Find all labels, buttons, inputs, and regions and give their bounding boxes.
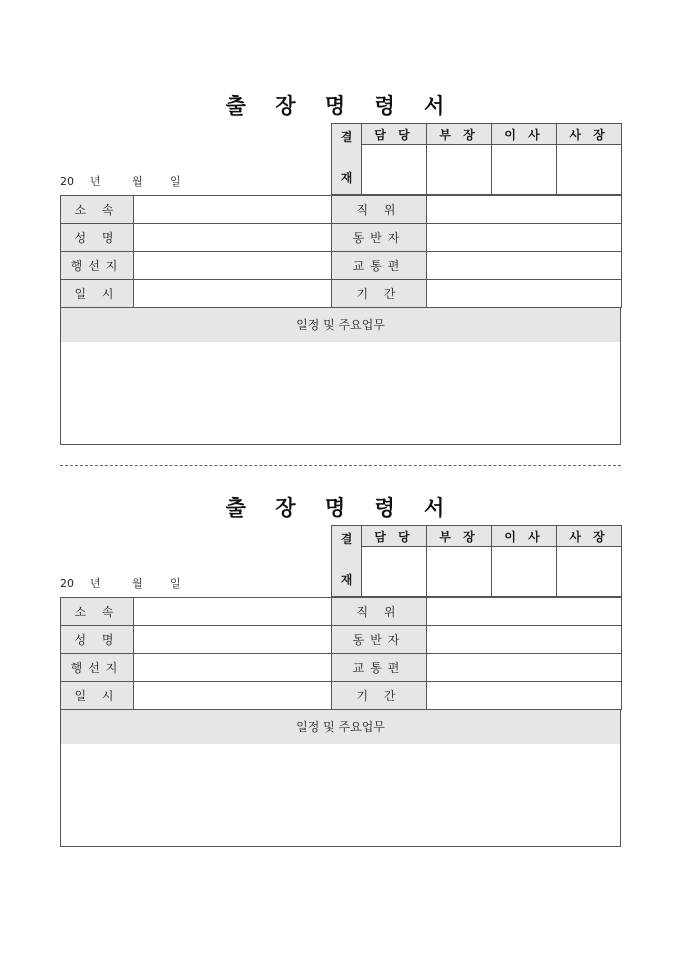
transportation-field[interactable]	[427, 654, 622, 682]
date-month: 월	[132, 577, 143, 590]
approval-table	[331, 525, 622, 597]
label-companion: 동반자	[332, 626, 427, 654]
label-duration: 기 간	[332, 682, 427, 710]
approval-sign-director[interactable]	[492, 547, 557, 597]
cut-line-divider	[60, 465, 621, 466]
form-title: 출 장 명 령 서	[225, 93, 456, 118]
label-datetime: 일 시	[61, 280, 134, 308]
label-department: 소 속	[61, 196, 134, 224]
approval-header-staff: 담 당	[362, 526, 427, 547]
date-day: 일	[170, 577, 181, 590]
label-destination: 행선지	[61, 654, 134, 682]
label-datetime: 일 시	[61, 682, 134, 710]
position-field[interactable]	[427, 196, 622, 224]
date-year-prefix: 20	[60, 577, 74, 590]
companion-field[interactable]	[427, 224, 622, 252]
info-table	[60, 597, 622, 710]
label-destination: 행선지	[61, 252, 134, 280]
datetime-field[interactable]	[134, 682, 332, 710]
form-title: 출 장 명 령 서	[225, 495, 456, 520]
schedule-content-area[interactable]	[60, 342, 621, 445]
label-position: 직 위	[332, 598, 427, 626]
approval-sign-president[interactable]	[557, 145, 622, 195]
approval-header-president: 사 장	[557, 124, 622, 145]
approval-label-bottom: 재	[332, 547, 362, 597]
schedule-section-header: 일정 및 주요업무	[60, 709, 621, 745]
label-department: 소 속	[61, 598, 134, 626]
date-line	[60, 173, 181, 189]
approval-sign-manager[interactable]	[427, 145, 492, 195]
transportation-field[interactable]	[427, 252, 622, 280]
destination-field[interactable]	[134, 252, 332, 280]
date-year-prefix: 20	[60, 175, 74, 188]
name-field[interactable]	[134, 224, 332, 252]
name-field[interactable]	[134, 626, 332, 654]
schedule-section-header: 일정 및 주요업무	[60, 307, 621, 343]
label-name: 성 명	[61, 224, 134, 252]
approval-header-manager: 부 장	[427, 124, 492, 145]
approval-header-director: 이 사	[492, 124, 557, 145]
approval-table	[331, 123, 622, 195]
label-transportation: 교통편	[332, 252, 427, 280]
approval-sign-president[interactable]	[557, 547, 622, 597]
duration-field[interactable]	[427, 682, 622, 710]
destination-field[interactable]	[134, 654, 332, 682]
datetime-field[interactable]	[134, 280, 332, 308]
label-position: 직 위	[332, 196, 427, 224]
approval-header-president: 사 장	[557, 526, 622, 547]
companion-field[interactable]	[427, 626, 622, 654]
department-field[interactable]	[134, 598, 332, 626]
position-field[interactable]	[427, 598, 622, 626]
approval-sign-staff[interactable]	[362, 547, 427, 597]
date-year: 년	[90, 175, 101, 188]
label-name: 성 명	[61, 626, 134, 654]
approval-header-manager: 부 장	[427, 526, 492, 547]
department-field[interactable]	[134, 196, 332, 224]
approval-sign-staff[interactable]	[362, 145, 427, 195]
approval-label-top: 결	[332, 526, 362, 547]
label-transportation: 교통편	[332, 654, 427, 682]
approval-label-bottom: 재	[332, 145, 362, 195]
date-year: 년	[90, 577, 101, 590]
schedule-content-area[interactable]	[60, 744, 621, 847]
approval-header-director: 이 사	[492, 526, 557, 547]
approval-label-top: 결	[332, 124, 362, 145]
label-duration: 기 간	[332, 280, 427, 308]
approval-sign-manager[interactable]	[427, 547, 492, 597]
approval-header-staff: 담 당	[362, 124, 427, 145]
info-table	[60, 195, 622, 308]
date-line	[60, 575, 181, 591]
date-day: 일	[170, 175, 181, 188]
duration-field[interactable]	[427, 280, 622, 308]
label-companion: 동반자	[332, 224, 427, 252]
approval-sign-director[interactable]	[492, 145, 557, 195]
date-month: 월	[132, 175, 143, 188]
